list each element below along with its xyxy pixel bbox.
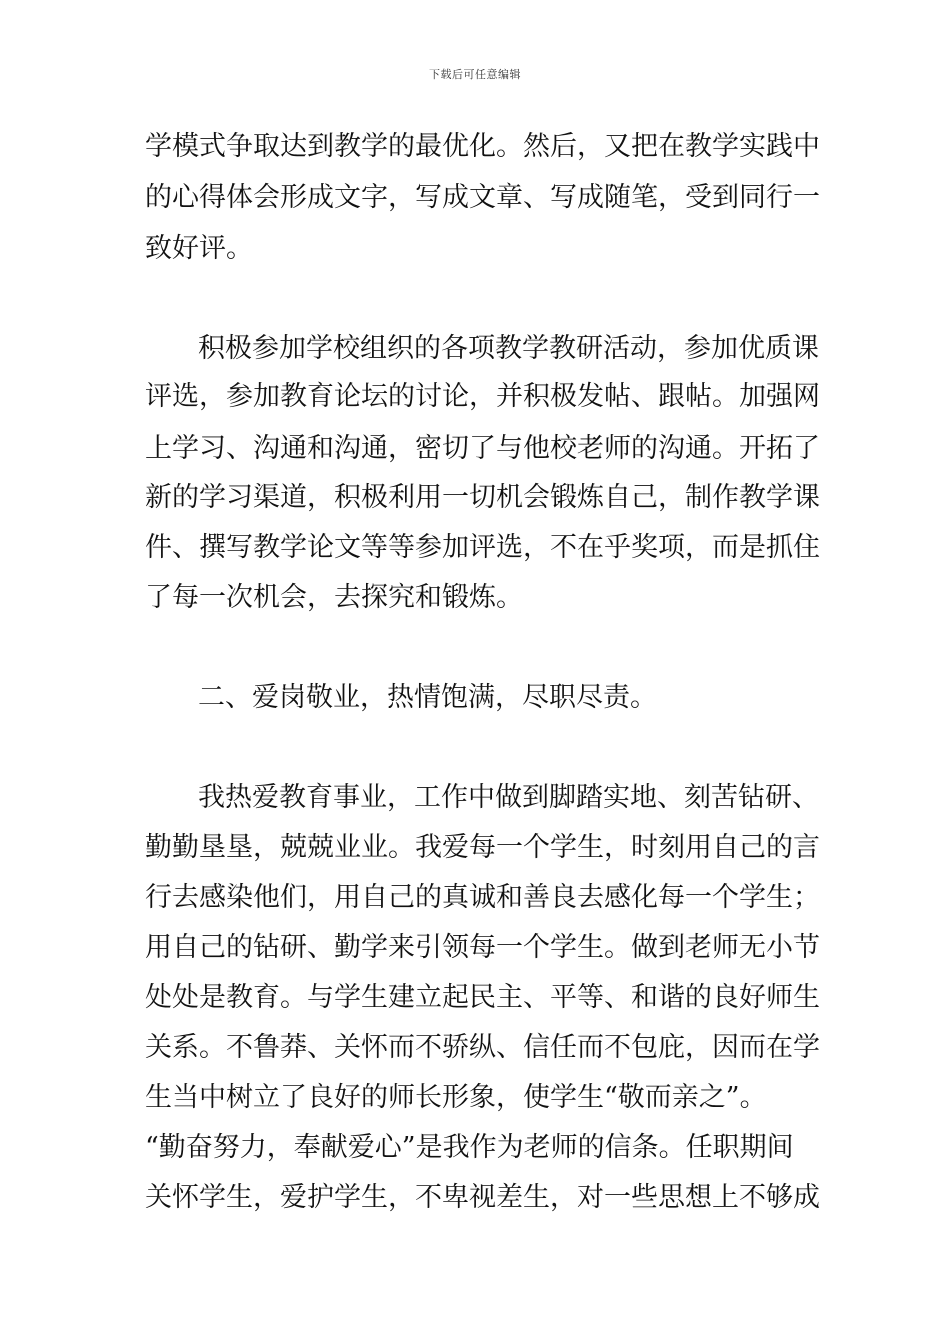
paragraph-2-line-1: 积极参加学校组织的各项教学教研活动，参加优质课 (198, 333, 819, 364)
paragraph-2-line-4: 新的学习渠道，积极利用一切机会锻炼自己，制作教学课 (145, 482, 820, 513)
paragraph-4-line-9: 关怀学生，爱护学生，不卑视差生，对一些思想上不够成 (145, 1182, 820, 1213)
paragraph-4-line-4: 用自己的钻研、勤学来引领每一个学生。做到老师无小节 (145, 932, 820, 963)
paragraph-2-line-2: 评选，参加教育论坛的讨论，并积极发帖、跟帖。加强网 (145, 381, 820, 412)
paragraph-4-line-6: 关系。不鲁莽、关怀而不骄纵、信任而不包庇，因而在学 (145, 1032, 820, 1063)
paragraph-2-line-5: 件、撰写教学论文等等参加评选，不在乎奖项，而是抓住 (145, 532, 820, 563)
paragraph-4-line-7: 生当中树立了良好的师长形象，使学生“敬而亲之”。 (145, 1082, 767, 1113)
paragraph-4-line-3: 行去感染他们，用自己的真诚和善良去感化每一个学生； (145, 882, 820, 913)
paragraph-1-line-2: 的心得体会形成文字，写成文章、写成随笔，受到同行一 (145, 182, 820, 213)
paragraph-1-line-1: 学模式争取达到教学的最优化。然后，又把在教学实践中 (145, 131, 820, 162)
paragraph-1-line-3: 致好评。 (145, 233, 253, 264)
section-heading: 二、爱岗敬业，热情饱满，尽职尽责。 (198, 682, 657, 713)
paragraph-2-line-3: 上学习、沟通和沟通，密切了与他校老师的沟通。开拓了 (145, 433, 820, 464)
paragraph-4-line-2: 勤勤垦垦，兢兢业业。我爱每一个学生，时刻用自己的言 (145, 832, 820, 863)
page-header: 下载后可任意编辑 (429, 68, 521, 81)
paragraph-4-line-1: 我热爱教育事业，工作中做到脚踏实地、刻苦钻研、 (198, 782, 819, 813)
paragraph-2-line-6: 了每一次机会，去探究和锻炼。 (145, 582, 523, 613)
paragraph-4-line-5: 处处是教育。与学生建立起民主、平等、和谐的良好师生 (145, 982, 820, 1013)
paragraph-4-line-8: “勤奋努力，奉献爱心”是我作为老师的信条。任职期间 (145, 1132, 794, 1163)
